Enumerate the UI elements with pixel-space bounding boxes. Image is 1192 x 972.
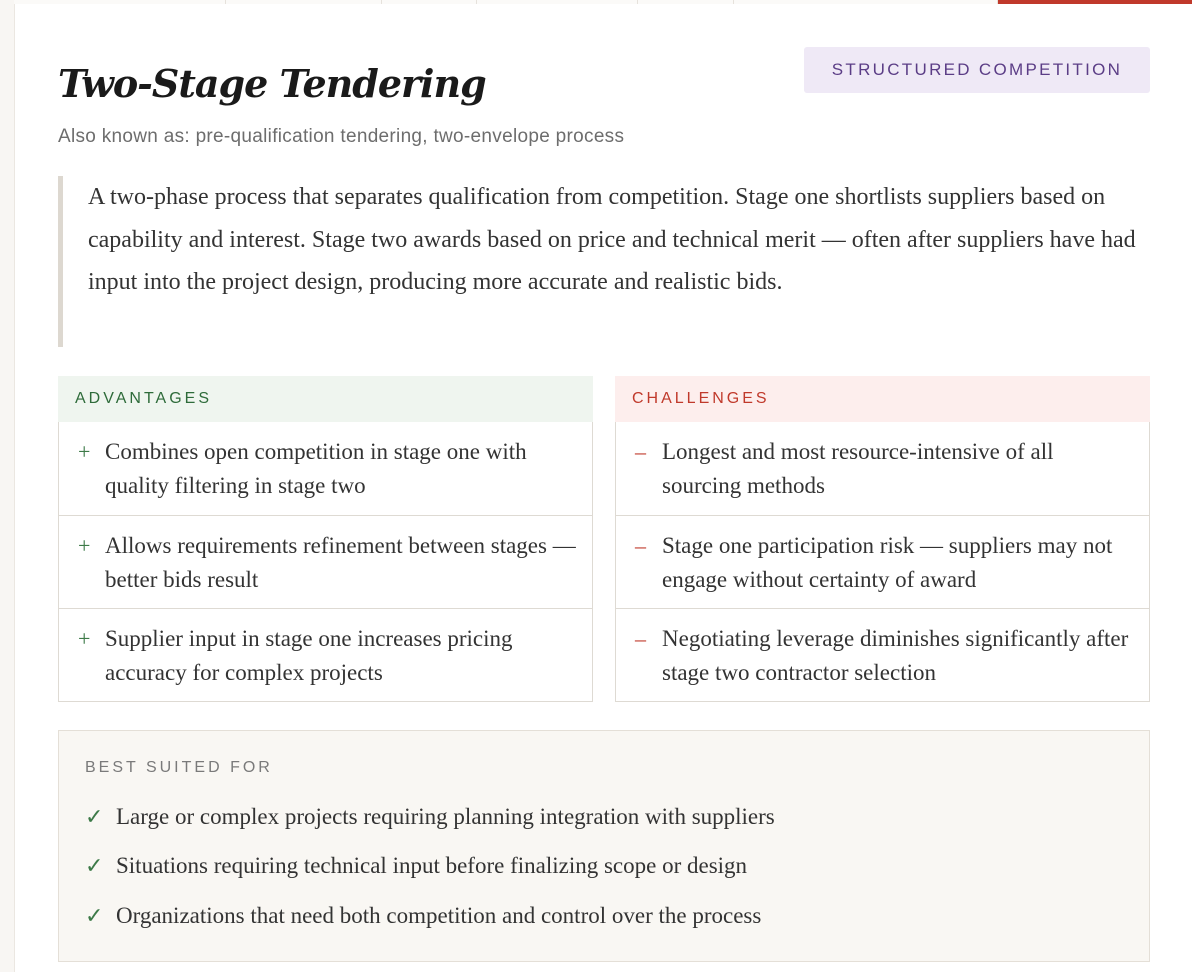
advantages-column [58, 376, 593, 702]
top-tab-6[interactable] [734, 0, 998, 4]
advantage-text: Combines open competition in stage one with quality filtering in stage two [105, 439, 527, 498]
check-icon: ✓ [85, 902, 104, 928]
best-suited-heading: BEST SUITED FOR [85, 759, 273, 776]
minus-icon: – [635, 439, 646, 464]
challenge-item [616, 515, 1149, 608]
top-tab-5[interactable] [638, 0, 734, 4]
advantage-item [59, 608, 592, 701]
check-icon: ✓ [85, 853, 104, 879]
advantages-list [58, 422, 593, 702]
also-known-as: Also known as: pre-qualification tendering, two-envelope process [58, 126, 625, 147]
method-description: A two-phase process that separates qualification from competition. Stage one shortlists suppliers based on capability and interest. Stage two awards based on price and technical merit — often after suppliers have had input into the project design, producing more accurate and realistic bids. [58, 176, 1150, 347]
top-tab-2[interactable] [226, 0, 382, 4]
challenge-text: Longest and most resource-intensive of all sourcing methods [662, 439, 1054, 498]
challenges-list [615, 422, 1150, 702]
best-suited-text: Large or complex projects requiring planning integration with suppliers [116, 803, 775, 829]
method-title: Two-Stage Tendering [58, 61, 486, 106]
plus-icon: + [78, 533, 91, 558]
plus-icon: + [78, 439, 91, 464]
advantage-item [59, 422, 592, 515]
top-tab-4[interactable] [477, 0, 638, 4]
advantage-text: Supplier input in stage one increases pricing accuracy for complex projects [105, 626, 513, 685]
best-suited-item [85, 891, 1149, 941]
best-suited-item [85, 842, 1149, 892]
best-suited-list [85, 792, 1149, 941]
minus-icon: – [635, 533, 646, 558]
best-suited-text: Situations requiring technical input before finalizing scope or design [116, 853, 748, 879]
advantage-item [59, 515, 592, 608]
challenge-item [616, 608, 1149, 701]
challenge-text: Negotiating leverage diminishes significantly after stage two contractor selection [662, 626, 1129, 685]
top-tab-active[interactable] [998, 0, 1192, 4]
top-tab-1[interactable] [14, 0, 226, 4]
challenges-heading: CHALLENGES [615, 376, 1150, 422]
left-rail [0, 0, 15, 972]
best-suited-panel [58, 730, 1150, 962]
advantages-heading: ADVANTAGES [58, 376, 593, 422]
challenge-item [616, 422, 1149, 515]
check-icon: ✓ [85, 803, 104, 829]
top-tab-strip [14, 0, 1192, 4]
challenges-column [615, 376, 1150, 702]
top-tab-3[interactable] [382, 0, 477, 4]
minus-icon: – [635, 626, 646, 651]
advantage-text: Allows requirements refinement between stages — better bids result [105, 533, 576, 592]
best-suited-text: Organizations that need both competition and control over the process [116, 902, 762, 928]
challenge-text: Stage one participation risk — suppliers may not engage without certainty of award [662, 533, 1113, 592]
plus-icon: + [78, 626, 91, 651]
category-badge: STRUCTURED COMPETITION [804, 47, 1150, 93]
best-suited-item [85, 792, 1149, 842]
